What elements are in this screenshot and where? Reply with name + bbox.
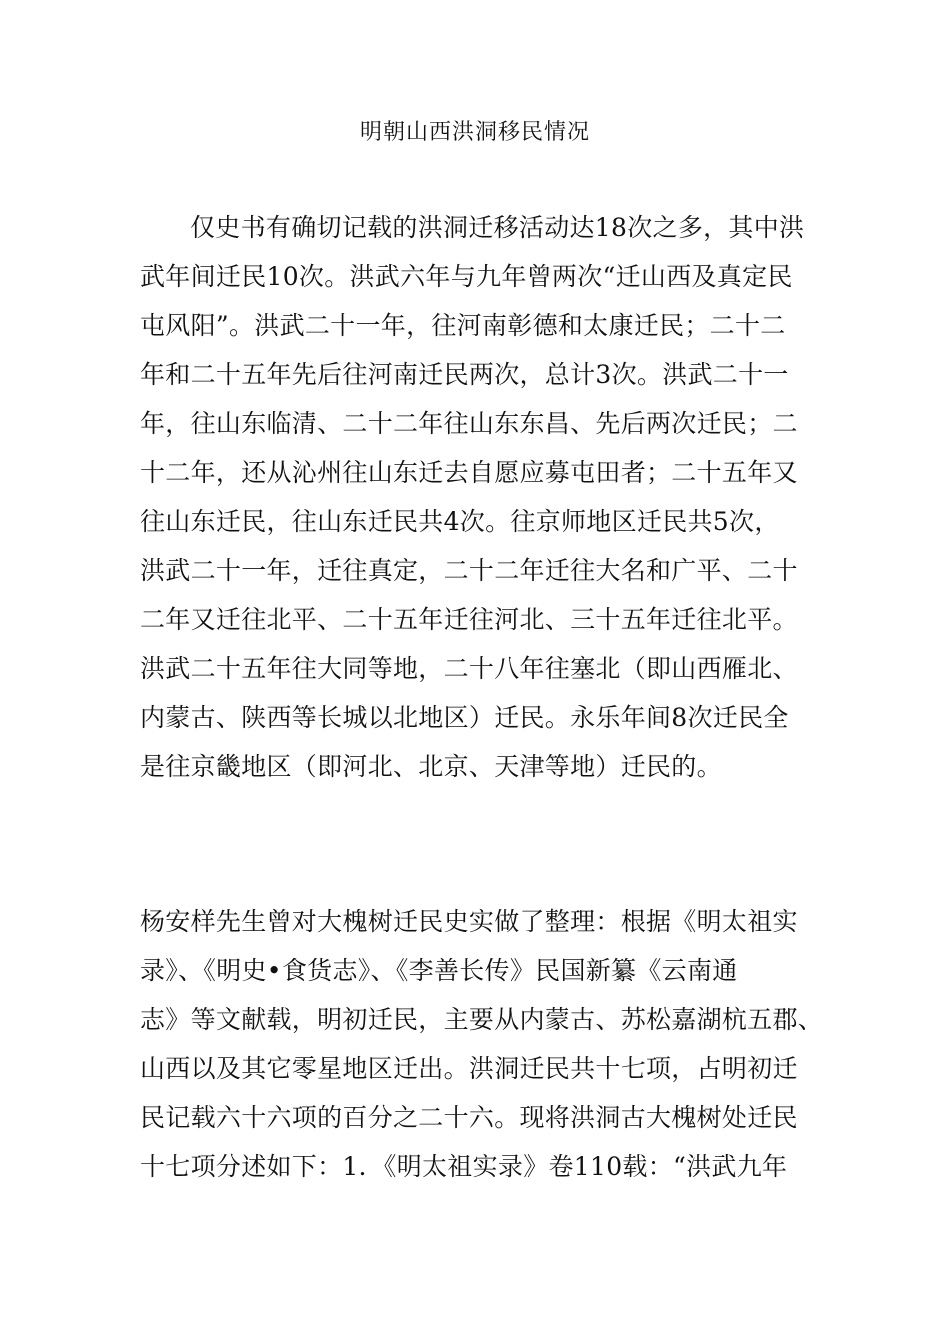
text-line: 志》等文献载，明初迁民，主要从内蒙古、苏松嘉湖杭五郡、 [140,1005,824,1034]
text-line: 十二年，还从沁州往山东迁去自愿应募屯田者；二十五年又 [140,458,798,487]
text-line: 内蒙古、陕西等长城以北地区）迁民。永乐年间8次迁民全 [140,703,789,732]
paragraph-2 [140,897,824,1191]
text-line: 二年又迁往北平、二十五年迁往河北、三十五年迁往北平。 [140,605,798,634]
text-line: 洪武二十五年往大同等地，二十八年往塞北（即山西雁北、 [140,654,798,683]
text-line: 是往京畿地区（即河北、北京、天津等地）迁民的。 [140,752,722,781]
text-line: 屯风阳”。洪武二十一年，往河南彰德和太康迁民；二十二 [140,311,786,340]
text-line: 往山东迁民，往山东迁民共4次。往京师地区迁民共5次， [140,507,780,536]
paragraph-1 [140,203,820,791]
text-line: 武年间迁民10次。洪武六年与九年曾两次“迁山西及真定民 [140,262,793,291]
text-line: 民记载六十六项的百分之二十六。现将洪洞古大槐树处迁民 [140,1103,798,1132]
text-line: 录》、《明史•食货志》、《李善长传》民国新纂《云南通 [140,956,738,985]
text-line: 山西以及其它零星地区迁出。洪洞迁民共十七项，占明初迁 [140,1054,798,1083]
text-line: 洪武二十一年，迁往真定，二十二年迁往大名和广平、二十 [140,556,798,585]
text-line: 十七项分述如下：1．《明太祖实录》卷110载：“洪武九年 [140,1152,788,1181]
document-title: 明朝山西洪洞移民情况 [359,120,590,145]
text-line: 杨安样先生曾对大槐树迁民史实做了整理：根据《明太祖实 [140,907,798,936]
text-line: 年和二十五年先后往河南迁民两次，总计3次。洪武二十一 [140,360,789,389]
text-line: 年，往山东临清、二十二年往山东东昌、先后两次迁民；二 [140,409,798,438]
text-line: 仅史书有确切记载的洪洞迁移活动达18次之多，其中洪 [190,213,805,242]
